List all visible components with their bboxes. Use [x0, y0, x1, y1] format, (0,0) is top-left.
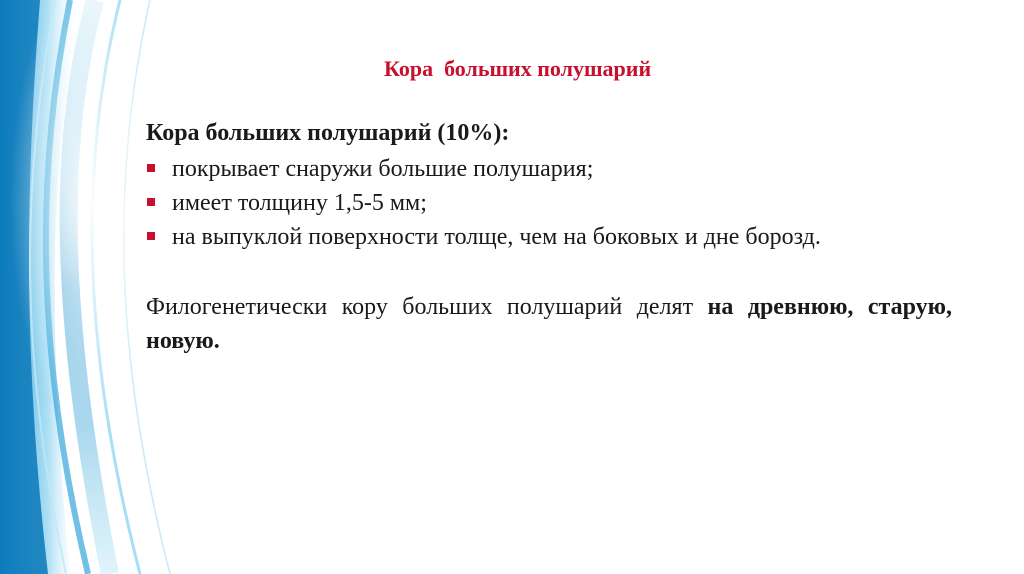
phylogenetic-paragraph: [146, 290, 952, 358]
list-item: [146, 220, 952, 254]
square-bullet-icon: [147, 232, 155, 240]
list-item: [146, 186, 952, 220]
list-item-text: покрывает снаружи большие полушария;: [172, 156, 594, 182]
paragraph-text: Филогенетически кору больших полушарий делят: [146, 294, 708, 320]
paragraph-bold-text: на древнюю, старую, новую.: [146, 294, 952, 354]
slide-content: [146, 116, 952, 358]
list-item: [146, 152, 952, 186]
square-bullet-icon: [147, 198, 155, 206]
square-bullet-icon: [147, 164, 155, 172]
subheading: Кора больших полушарий (10%):: [146, 120, 510, 146]
list-item-text: на выпуклой поверхности толще, чем на боковых и дне борозд.: [172, 224, 821, 250]
list-item-text: имеет толщину 1,5-5 мм;: [172, 190, 427, 216]
bullet-list: [146, 152, 952, 254]
slide-title: Кора больших полушарий: [384, 56, 652, 81]
